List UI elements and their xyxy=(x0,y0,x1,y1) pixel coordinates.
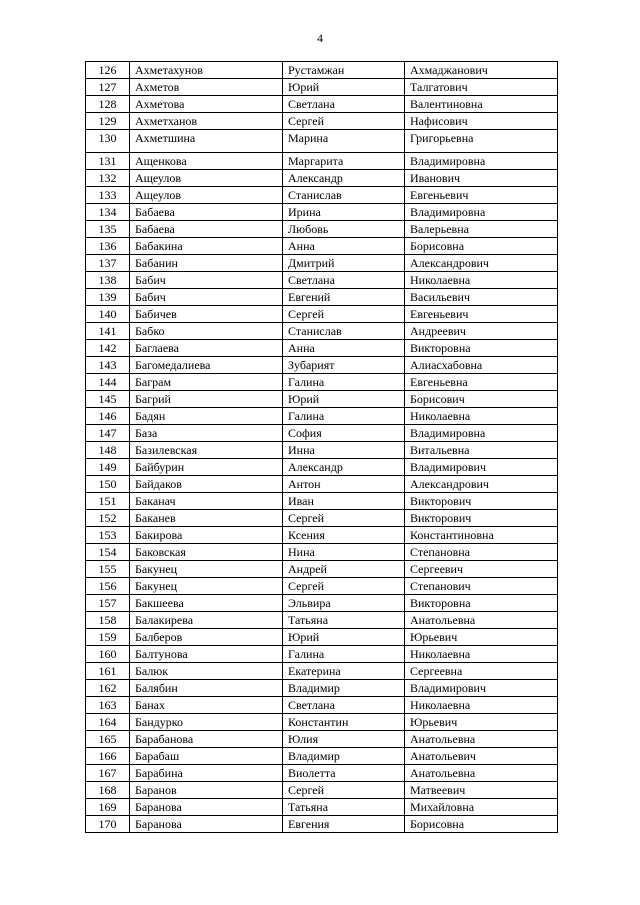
patronymic-cell: Евгеньевич xyxy=(405,187,558,204)
last-name-cell: Балберов xyxy=(130,629,283,646)
row-number: 138 xyxy=(86,272,130,289)
last-name-cell: База xyxy=(130,425,283,442)
row-number: 134 xyxy=(86,204,130,221)
table-row xyxy=(86,527,558,544)
row-number: 168 xyxy=(86,782,130,799)
patronymic-cell: Евгеньевич xyxy=(405,306,558,323)
first-name-cell: Екатерина xyxy=(283,663,405,680)
row-number: 161 xyxy=(86,663,130,680)
patronymic-cell: Викторовна xyxy=(405,595,558,612)
first-name-cell: Ксения xyxy=(283,527,405,544)
first-name-cell: Юлия xyxy=(283,731,405,748)
first-name-cell: Дмитрий xyxy=(283,255,405,272)
first-name-cell: Александр xyxy=(283,459,405,476)
first-name-cell: Галина xyxy=(283,646,405,663)
first-name-cell: Сергей xyxy=(283,113,405,130)
row-number: 137 xyxy=(86,255,130,272)
table-row xyxy=(86,629,558,646)
last-name-cell: Баканач xyxy=(130,493,283,510)
patronymic-cell: Сергеевна xyxy=(405,663,558,680)
last-name-cell: Ахметханов xyxy=(130,113,283,130)
table-row xyxy=(86,255,558,272)
table-row xyxy=(86,612,558,629)
table-row xyxy=(86,153,558,170)
first-name-cell: Сергей xyxy=(283,578,405,595)
last-name-cell: Бабич xyxy=(130,289,283,306)
last-name-cell: Баграм xyxy=(130,374,283,391)
last-name-cell: Багрий xyxy=(130,391,283,408)
table-row xyxy=(86,62,558,79)
first-name-cell: Юрий xyxy=(283,629,405,646)
first-name-cell: Нина xyxy=(283,544,405,561)
last-name-cell: Балюк xyxy=(130,663,283,680)
table-row xyxy=(86,408,558,425)
first-name-cell: Сергей xyxy=(283,510,405,527)
row-number: 136 xyxy=(86,238,130,255)
patronymic-cell: Иванович xyxy=(405,170,558,187)
first-name-cell: Анна xyxy=(283,238,405,255)
table-row xyxy=(86,595,558,612)
patronymic-cell: Юрьевич xyxy=(405,714,558,731)
row-number: 145 xyxy=(86,391,130,408)
row-number: 142 xyxy=(86,340,130,357)
patronymic-cell: Александрович xyxy=(405,476,558,493)
last-name-cell: Бадян xyxy=(130,408,283,425)
table-row xyxy=(86,493,558,510)
last-name-cell: Баковская xyxy=(130,544,283,561)
table-row xyxy=(86,425,558,442)
first-name-cell: Евгения xyxy=(283,816,405,833)
first-name-cell: Зубарият xyxy=(283,357,405,374)
patronymic-cell: Борисовна xyxy=(405,816,558,833)
row-number: 127 xyxy=(86,79,130,96)
table-row xyxy=(86,391,558,408)
patronymic-cell: Владимирович xyxy=(405,459,558,476)
table-row xyxy=(86,476,558,493)
table-row xyxy=(86,799,558,816)
last-name-cell: Бандурко xyxy=(130,714,283,731)
first-name-cell: Марина xyxy=(283,130,405,153)
first-name-cell: Ирина xyxy=(283,204,405,221)
row-number: 169 xyxy=(86,799,130,816)
table-row xyxy=(86,714,558,731)
row-number: 148 xyxy=(86,442,130,459)
first-name-cell: Владимир xyxy=(283,748,405,765)
last-name-cell: Балябин xyxy=(130,680,283,697)
last-name-cell: Бабичев xyxy=(130,306,283,323)
row-number: 143 xyxy=(86,357,130,374)
table-row xyxy=(86,221,558,238)
table-row xyxy=(86,113,558,130)
patronymic-cell: Викторович xyxy=(405,510,558,527)
row-number: 165 xyxy=(86,731,130,748)
patronymic-cell: Степанович xyxy=(405,578,558,595)
table-row xyxy=(86,204,558,221)
first-name-cell: Маргарита xyxy=(283,153,405,170)
row-number: 126 xyxy=(86,62,130,79)
row-number: 141 xyxy=(86,323,130,340)
first-name-cell: Иван xyxy=(283,493,405,510)
first-name-cell: Сергей xyxy=(283,306,405,323)
patronymic-cell: Алиасхабовна xyxy=(405,357,558,374)
patronymic-cell: Николаевна xyxy=(405,697,558,714)
first-name-cell: Светлана xyxy=(283,96,405,113)
last-name-cell: Ащеулов xyxy=(130,187,283,204)
patronymic-cell: Николаевна xyxy=(405,646,558,663)
last-name-cell: Барабина xyxy=(130,765,283,782)
row-number: 162 xyxy=(86,680,130,697)
table-row xyxy=(86,170,558,187)
row-number: 131 xyxy=(86,153,130,170)
row-number: 132 xyxy=(86,170,130,187)
first-name-cell: Сергей xyxy=(283,782,405,799)
row-number: 130 xyxy=(86,130,130,153)
last-name-cell: Балтунова xyxy=(130,646,283,663)
row-number: 152 xyxy=(86,510,130,527)
last-name-cell: Бакшеева xyxy=(130,595,283,612)
last-name-cell: Бабакина xyxy=(130,238,283,255)
last-name-cell: Бакирова xyxy=(130,527,283,544)
row-number: 155 xyxy=(86,561,130,578)
first-name-cell: Татьяна xyxy=(283,799,405,816)
table-row xyxy=(86,96,558,113)
patronymic-cell: Евгеньевна xyxy=(405,374,558,391)
table-row xyxy=(86,323,558,340)
table-row xyxy=(86,646,558,663)
first-name-cell: Станислав xyxy=(283,323,405,340)
row-number: 139 xyxy=(86,289,130,306)
row-number: 157 xyxy=(86,595,130,612)
patronymic-cell: Анатольевна xyxy=(405,612,558,629)
last-name-cell: Барабанова xyxy=(130,731,283,748)
first-name-cell: Юрий xyxy=(283,79,405,96)
last-name-cell: Бабко xyxy=(130,323,283,340)
first-name-cell: Александр xyxy=(283,170,405,187)
patronymic-cell: Талгатович xyxy=(405,79,558,96)
row-number: 170 xyxy=(86,816,130,833)
patronymic-cell: Витальевна xyxy=(405,442,558,459)
table-row xyxy=(86,289,558,306)
patronymic-cell: Викторовна xyxy=(405,340,558,357)
row-number: 167 xyxy=(86,765,130,782)
row-number: 163 xyxy=(86,697,130,714)
patronymic-cell: Матвеевич xyxy=(405,782,558,799)
patronymic-cell: Викторович xyxy=(405,493,558,510)
patronymic-cell: Михайловна xyxy=(405,799,558,816)
table-row xyxy=(86,442,558,459)
patronymic-cell: Григорьевна xyxy=(405,130,558,153)
first-name-cell: Евгений xyxy=(283,289,405,306)
row-number: 128 xyxy=(86,96,130,113)
patronymic-cell: Борисович xyxy=(405,391,558,408)
first-name-cell: Константин xyxy=(283,714,405,731)
patronymic-cell: Степановна xyxy=(405,544,558,561)
last-name-cell: Байдаков xyxy=(130,476,283,493)
patronymic-cell: Владимировна xyxy=(405,425,558,442)
last-name-cell: Бакунец xyxy=(130,561,283,578)
table-row xyxy=(86,663,558,680)
last-name-cell: Ащенкова xyxy=(130,153,283,170)
patronymic-cell: Николаевна xyxy=(405,272,558,289)
last-name-cell: Баранова xyxy=(130,799,283,816)
first-name-cell: Татьяна xyxy=(283,612,405,629)
patronymic-cell: Владимировна xyxy=(405,204,558,221)
patronymic-cell: Александрович xyxy=(405,255,558,272)
patronymic-cell: Анатольевна xyxy=(405,765,558,782)
first-name-cell: Галина xyxy=(283,408,405,425)
table-row xyxy=(86,130,558,153)
row-number: 159 xyxy=(86,629,130,646)
last-name-cell: Багомедалиева xyxy=(130,357,283,374)
row-number: 135 xyxy=(86,221,130,238)
row-number: 133 xyxy=(86,187,130,204)
table-row xyxy=(86,544,558,561)
patronymic-cell: Владимирович xyxy=(405,680,558,697)
last-name-cell: Ащеулов xyxy=(130,170,283,187)
table-row xyxy=(86,816,558,833)
last-name-cell: Баранова xyxy=(130,816,283,833)
row-number: 146 xyxy=(86,408,130,425)
row-number: 154 xyxy=(86,544,130,561)
patronymic-cell: Валентиновна xyxy=(405,96,558,113)
last-name-cell: Бабаева xyxy=(130,221,283,238)
first-name-cell: Инна xyxy=(283,442,405,459)
last-name-cell: Бабаева xyxy=(130,204,283,221)
first-name-cell: Эльвира xyxy=(283,595,405,612)
last-name-cell: Бакунец xyxy=(130,578,283,595)
row-number: 147 xyxy=(86,425,130,442)
last-name-cell: Бабич xyxy=(130,272,283,289)
patronymic-cell: Андреевич xyxy=(405,323,558,340)
row-number: 140 xyxy=(86,306,130,323)
table-row xyxy=(86,340,558,357)
last-name-cell: Барабаш xyxy=(130,748,283,765)
first-name-cell: Рустамжан xyxy=(283,62,405,79)
first-name-cell: Светлана xyxy=(283,272,405,289)
patronymic-cell: Анатольевна xyxy=(405,731,558,748)
table-row xyxy=(86,578,558,595)
row-number: 149 xyxy=(86,459,130,476)
table-row xyxy=(86,561,558,578)
last-name-cell: Банах xyxy=(130,697,283,714)
last-name-cell: Ахметов xyxy=(130,79,283,96)
last-name-cell: Баканев xyxy=(130,510,283,527)
first-name-cell: Анна xyxy=(283,340,405,357)
first-name-cell: Любовь xyxy=(283,221,405,238)
row-number: 164 xyxy=(86,714,130,731)
last-name-cell: Балакирева xyxy=(130,612,283,629)
table-row xyxy=(86,187,558,204)
table-row xyxy=(86,272,558,289)
last-name-cell: Ахметшина xyxy=(130,130,283,153)
names-table xyxy=(85,61,558,833)
first-name-cell: Станислав xyxy=(283,187,405,204)
row-number: 156 xyxy=(86,578,130,595)
last-name-cell: Базилевская xyxy=(130,442,283,459)
row-number: 144 xyxy=(86,374,130,391)
row-number: 153 xyxy=(86,527,130,544)
patronymic-cell: Сергеевич xyxy=(405,561,558,578)
table-row xyxy=(86,374,558,391)
table-row xyxy=(86,306,558,323)
row-number: 151 xyxy=(86,493,130,510)
patronymic-cell: Валерьевна xyxy=(405,221,558,238)
first-name-cell: София xyxy=(283,425,405,442)
table-row xyxy=(86,510,558,527)
first-name-cell: Юрий xyxy=(283,391,405,408)
row-number: 150 xyxy=(86,476,130,493)
patronymic-cell: Юрьевич xyxy=(405,629,558,646)
patronymic-cell: Константиновна xyxy=(405,527,558,544)
row-number: 166 xyxy=(86,748,130,765)
table-row xyxy=(86,765,558,782)
patronymic-cell: Николаевна xyxy=(405,408,558,425)
table-row xyxy=(86,238,558,255)
page-number: 4 xyxy=(317,31,323,45)
table-row xyxy=(86,459,558,476)
table-row xyxy=(86,357,558,374)
last-name-cell: Ахметова xyxy=(130,96,283,113)
last-name-cell: Ахметахунов xyxy=(130,62,283,79)
first-name-cell: Владимир xyxy=(283,680,405,697)
table-row xyxy=(86,782,558,799)
first-name-cell: Виолетта xyxy=(283,765,405,782)
last-name-cell: Байбурин xyxy=(130,459,283,476)
first-name-cell: Андрей xyxy=(283,561,405,578)
patronymic-cell: Нафисович xyxy=(405,113,558,130)
last-name-cell: Баглаева xyxy=(130,340,283,357)
first-name-cell: Светлана xyxy=(283,697,405,714)
table-row xyxy=(86,79,558,96)
patronymic-cell: Владимировна xyxy=(405,153,558,170)
first-name-cell: Галина xyxy=(283,374,405,391)
patronymic-cell: Борисовна xyxy=(405,238,558,255)
table-row xyxy=(86,697,558,714)
row-number: 158 xyxy=(86,612,130,629)
table-row xyxy=(86,748,558,765)
patronymic-cell: Ахмаджанович xyxy=(405,62,558,79)
patronymic-cell: Васильевич xyxy=(405,289,558,306)
row-number: 160 xyxy=(86,646,130,663)
last-name-cell: Бабанин xyxy=(130,255,283,272)
first-name-cell: Антон xyxy=(283,476,405,493)
row-number: 129 xyxy=(86,113,130,130)
table-row xyxy=(86,680,558,697)
table-row xyxy=(86,731,558,748)
last-name-cell: Баранов xyxy=(130,782,283,799)
patronymic-cell: Анатольевич xyxy=(405,748,558,765)
